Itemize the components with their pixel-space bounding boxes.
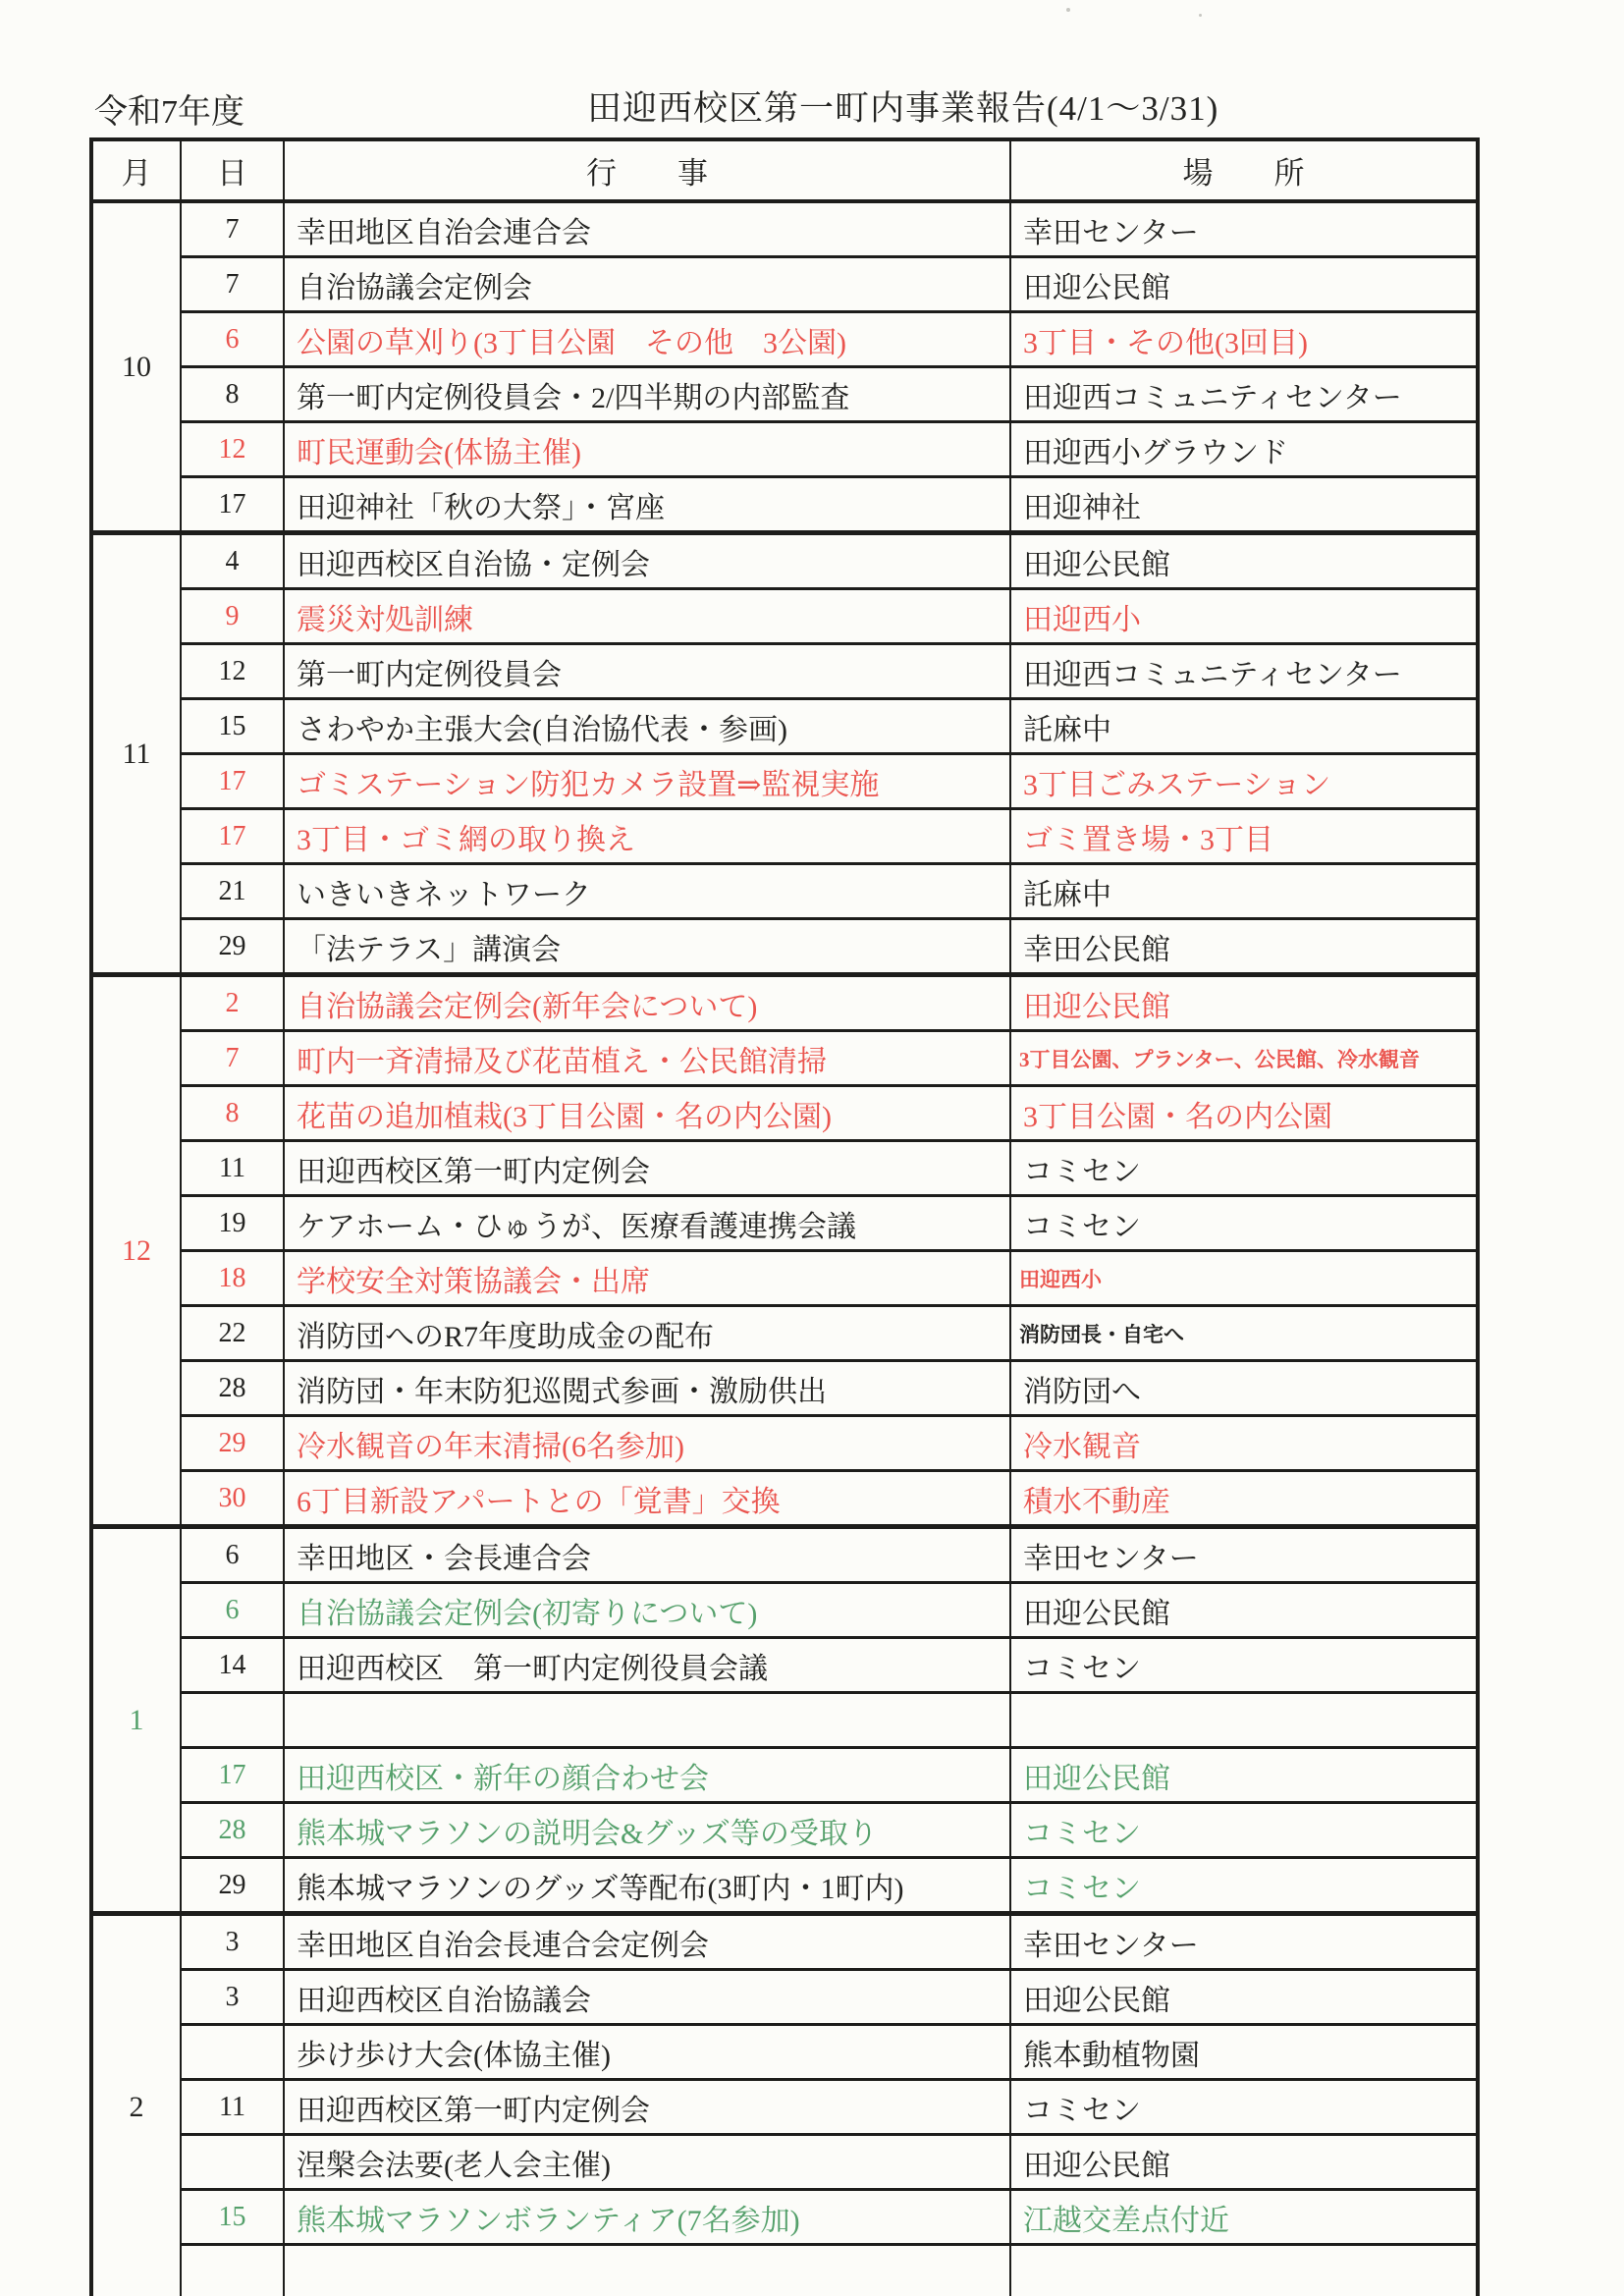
day-cell <box>181 2025 284 2080</box>
day-cell: 30 <box>181 1471 284 1527</box>
month-cell: 1 <box>91 1527 181 1914</box>
month-cell: 10 <box>91 201 181 533</box>
place-cell: 田迎西小 <box>1010 1251 1478 1306</box>
event-cell: 冷水観音の年末清掃(6名参加) <box>284 1416 1010 1471</box>
table-row <box>91 1471 1478 1527</box>
day-cell: 28 <box>181 1361 284 1416</box>
place-cell: 託麻中 <box>1010 864 1478 919</box>
table-row <box>91 257 1478 312</box>
event-cell: 3丁目・ゴミ網の取り換え <box>284 809 1010 864</box>
place-cell: 3丁目公園・名の内公園 <box>1010 1086 1478 1141</box>
event-cell: 田迎西校区第一町内定例会 <box>284 2080 1010 2135</box>
header-row <box>91 139 1478 201</box>
table-row <box>91 2245 1478 2296</box>
scan-speck <box>1199 14 1202 17</box>
table-row <box>91 1803 1478 1858</box>
day-cell: 17 <box>181 477 284 533</box>
day-cell: 12 <box>181 644 284 699</box>
table-row <box>91 477 1478 533</box>
table-row <box>91 2135 1478 2190</box>
event-cell: 震災対処訓練 <box>284 589 1010 644</box>
day-cell: 18 <box>181 1251 284 1306</box>
event-cell <box>284 1693 1010 1748</box>
event-cell: 田迎西校区第一町内定例会 <box>284 1141 1010 1196</box>
event-cell: 公園の草刈り(3丁目公園 その他 3公園) <box>284 312 1010 367</box>
place-cell: 幸田公民館 <box>1010 919 1478 975</box>
event-cell: ゴミステーション防犯カメラ設置⇒監視実施 <box>284 754 1010 809</box>
place-cell: 田迎西コミュニティセンター <box>1010 367 1478 422</box>
day-cell: 21 <box>181 864 284 919</box>
day-cell: 7 <box>181 201 284 257</box>
table-row <box>91 2080 1478 2135</box>
table-row <box>91 589 1478 644</box>
event-cell: 幸田地区自治会長連合会定例会 <box>284 1914 1010 1970</box>
event-cell: 熊本城マラソンの説明会&グッズ等の受取り <box>284 1803 1010 1858</box>
month-cell: 11 <box>91 533 181 975</box>
place-cell: 3丁目・その他(3回目) <box>1010 312 1478 367</box>
day-column-header: 日 <box>181 139 284 201</box>
table-row <box>91 312 1478 367</box>
place-column-header: 場 所 <box>1010 139 1478 201</box>
table-row <box>91 644 1478 699</box>
day-cell: 15 <box>181 2190 284 2245</box>
day-cell: 29 <box>181 1858 284 1914</box>
event-cell: 自治協議会定例会(新年会について) <box>284 975 1010 1031</box>
table-row <box>91 1638 1478 1693</box>
table-row <box>91 1416 1478 1471</box>
place-cell: 冷水観音 <box>1010 1416 1478 1471</box>
table-row <box>91 975 1478 1031</box>
place-cell: コミセン <box>1010 1141 1478 1196</box>
table-row <box>91 1196 1478 1251</box>
place-cell: コミセン <box>1010 1858 1478 1914</box>
event-cell: さわやか主張大会(自治協代表・参画) <box>284 699 1010 754</box>
table-row <box>91 1251 1478 1306</box>
event-cell: いきいきネットワーク <box>284 864 1010 919</box>
day-cell: 11 <box>181 2080 284 2135</box>
table-row <box>91 1858 1478 1914</box>
place-cell: 江越交差点付近 <box>1010 2190 1478 2245</box>
day-cell <box>181 2245 284 2296</box>
event-cell: 町内一斉清掃及び花苗植え・公民館清掃 <box>284 1031 1010 1086</box>
day-cell: 7 <box>181 1031 284 1086</box>
place-cell: 田迎公民館 <box>1010 257 1478 312</box>
place-cell: 田迎西コミュニティセンター <box>1010 644 1478 699</box>
month-cell: 2 <box>91 1914 181 2296</box>
place-cell: 田迎公民館 <box>1010 1970 1478 2025</box>
day-cell: 17 <box>181 1748 284 1803</box>
day-cell: 14 <box>181 1638 284 1693</box>
event-cell: 消防団・年末防犯巡閲式参画・激励供出 <box>284 1361 1010 1416</box>
day-cell: 2 <box>181 975 284 1031</box>
event-cell: 第一町内定例役員会・2/四半期の内部監査 <box>284 367 1010 422</box>
place-cell: 幸田センター <box>1010 201 1478 257</box>
place-cell: 3丁目ごみステーション <box>1010 754 1478 809</box>
place-cell: コミセン <box>1010 1638 1478 1693</box>
table-row <box>91 1693 1478 1748</box>
event-cell: 「法テラス」講演会 <box>284 919 1010 975</box>
table-row <box>91 2190 1478 2245</box>
event-cell: 歩け歩け大会(体協主催) <box>284 2025 1010 2080</box>
day-cell: 6 <box>181 1583 284 1638</box>
place-cell: 田迎公民館 <box>1010 1583 1478 1638</box>
month-cell: 12 <box>91 975 181 1527</box>
event-cell: 自治協議会定例会 <box>284 257 1010 312</box>
day-cell: 17 <box>181 809 284 864</box>
place-cell: 田迎公民館 <box>1010 1748 1478 1803</box>
event-cell: 自治協議会定例会(初寄りについて) <box>284 1583 1010 1638</box>
event-cell: 涅槃会法要(老人会主催) <box>284 2135 1010 2190</box>
day-cell: 4 <box>181 533 284 589</box>
table-row <box>91 1086 1478 1141</box>
table-row <box>91 201 1478 257</box>
place-cell: 3丁目公園、プランター、公民館、冷水観音 <box>1010 1031 1478 1086</box>
table-row <box>91 2025 1478 2080</box>
place-cell: 田迎公民館 <box>1010 975 1478 1031</box>
scan-speck <box>1066 8 1070 12</box>
event-cell: 熊本城マラソンボランティア(7名参加) <box>284 2190 1010 2245</box>
table-row <box>91 1141 1478 1196</box>
day-cell: 15 <box>181 699 284 754</box>
place-cell: コミセン <box>1010 1196 1478 1251</box>
month-column-header: 月 <box>91 139 181 201</box>
place-cell: 田迎西小グラウンド <box>1010 422 1478 477</box>
table-row <box>91 809 1478 864</box>
report-table-header <box>91 139 1478 201</box>
table-row <box>91 919 1478 975</box>
event-cell: 熊本城マラソンのグッズ等配布(3町内・1町内) <box>284 1858 1010 1914</box>
table-row <box>91 1527 1478 1583</box>
event-cell: ケアホーム・ひゅうが、医療看護連携会議 <box>284 1196 1010 1251</box>
table-row <box>91 1361 1478 1416</box>
day-cell: 17 <box>181 754 284 809</box>
day-cell: 6 <box>181 312 284 367</box>
event-cell: 田迎神社「秋の大祭」・宮座 <box>284 477 1010 533</box>
place-cell: ゴミ置き場・3丁目 <box>1010 809 1478 864</box>
day-cell: 8 <box>181 367 284 422</box>
place-cell <box>1010 1693 1478 1748</box>
day-cell <box>181 1693 284 1748</box>
report-table-body <box>91 201 1478 2296</box>
event-cell: 田迎西校区 第一町内定例役員会議 <box>284 1638 1010 1693</box>
place-cell: 田迎公民館 <box>1010 533 1478 589</box>
fiscal-year-label: 令和7年度 <box>94 94 244 131</box>
day-cell: 12 <box>181 422 284 477</box>
day-cell: 3 <box>181 1970 284 2025</box>
day-cell: 28 <box>181 1803 284 1858</box>
place-cell: コミセン <box>1010 2080 1478 2135</box>
event-cell: 6丁目新設アパートとの「覚書」交換 <box>284 1471 1010 1527</box>
place-cell: 幸田センター <box>1010 1527 1478 1583</box>
day-cell: 29 <box>181 1416 284 1471</box>
table-row <box>91 754 1478 809</box>
place-cell: コミセン <box>1010 1803 1478 1858</box>
day-cell: 8 <box>181 1086 284 1141</box>
place-cell: 田迎公民館 <box>1010 2135 1478 2190</box>
event-cell <box>284 2245 1010 2296</box>
table-row <box>91 1583 1478 1638</box>
place-cell: 熊本動植物園 <box>1010 2025 1478 2080</box>
event-cell: 消防団へのR7年度助成金の配布 <box>284 1306 1010 1361</box>
table-row <box>91 699 1478 754</box>
table-row <box>91 367 1478 422</box>
event-cell: 花苗の追加植栽(3丁目公園・名の内公園) <box>284 1086 1010 1141</box>
table-row <box>91 1914 1478 1970</box>
day-cell: 3 <box>181 1914 284 1970</box>
table-row <box>91 533 1478 589</box>
day-cell: 9 <box>181 589 284 644</box>
place-cell: 田迎西小 <box>1010 589 1478 644</box>
report-table <box>89 137 1480 2296</box>
table-row <box>91 1306 1478 1361</box>
event-cell: 町民運動会(体協主催) <box>284 422 1010 477</box>
table-row <box>91 1748 1478 1803</box>
table-row <box>91 864 1478 919</box>
place-cell: 幸田センター <box>1010 1914 1478 1970</box>
event-cell: 田迎西校区自治協議会 <box>284 1970 1010 2025</box>
day-cell: 22 <box>181 1306 284 1361</box>
table-row <box>91 1970 1478 2025</box>
table-row <box>91 1031 1478 1086</box>
day-cell: 11 <box>181 1141 284 1196</box>
day-cell: 29 <box>181 919 284 975</box>
place-cell: 消防団へ <box>1010 1361 1478 1416</box>
page-title: 田迎西校区第一町内事業報告(4/1～3/31) <box>587 89 1219 128</box>
place-cell: 田迎神社 <box>1010 477 1478 533</box>
event-cell: 幸田地区・会長連合会 <box>284 1527 1010 1583</box>
day-cell: 19 <box>181 1196 284 1251</box>
place-cell: 積水不動産 <box>1010 1471 1478 1527</box>
place-cell <box>1010 2245 1478 2296</box>
place-cell: 消防団長・自宅へ <box>1010 1306 1478 1361</box>
event-cell: 田迎西校区・新年の顔合わせ会 <box>284 1748 1010 1803</box>
event-cell: 田迎西校区自治協・定例会 <box>284 533 1010 589</box>
day-cell: 7 <box>181 257 284 312</box>
event-cell: 幸田地区自治会連合会 <box>284 201 1010 257</box>
event-cell: 学校安全対策協議会・出席 <box>284 1251 1010 1306</box>
event-cell: 第一町内定例役員会 <box>284 644 1010 699</box>
table-row <box>91 422 1478 477</box>
event-column-header: 行 事 <box>284 139 1010 201</box>
day-cell <box>181 2135 284 2190</box>
day-cell: 6 <box>181 1527 284 1583</box>
place-cell: 託麻中 <box>1010 699 1478 754</box>
